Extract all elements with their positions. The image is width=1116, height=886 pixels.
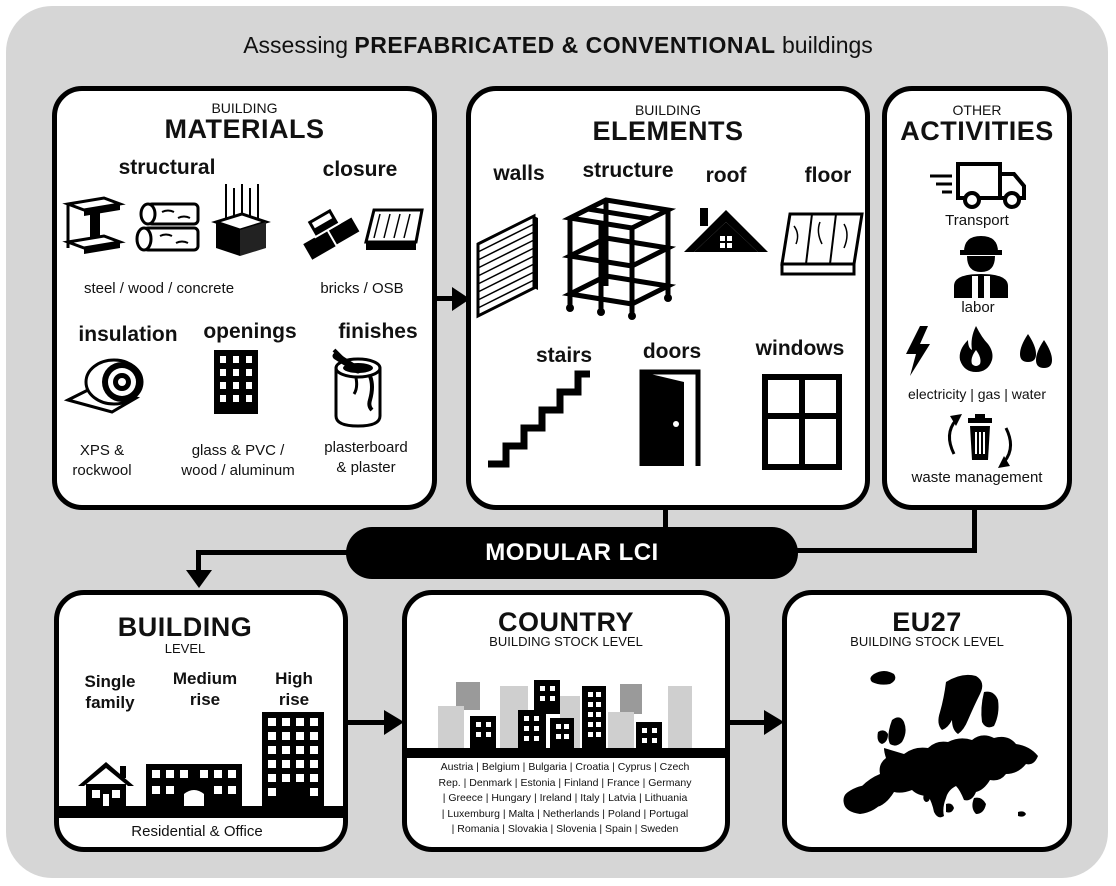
roof-heading: roof [705,164,747,187]
floor-planks-icon [780,212,864,276]
closure-label: bricks / OSB [320,280,404,297]
country-ground-line [406,748,726,758]
high-rise-line1: High [275,669,313,688]
window-icon [762,374,842,470]
connector-building-country [345,720,387,725]
arrow-to-building-level [186,570,212,590]
steel-beam-icon [66,196,122,258]
title-suffix: buildings [782,32,873,58]
city-skyline-icon [438,676,700,750]
title-prefix: Assessing [243,32,349,58]
country-list-line: | Romania | Slovakia | Slovenia | Spain | Sweden [451,823,679,836]
bricks-icon [298,206,360,256]
building-ground-line [58,806,344,818]
finishes-label [310,438,422,478]
activities-title: ACTIVITIES [900,116,1054,146]
medium-rise-line2: rise [189,690,221,709]
insulation-heading: insulation [78,323,178,346]
country-list [410,760,720,838]
roof-house-icon [680,208,772,256]
closure-heading: closure [322,158,398,181]
single-family-heading [70,671,150,713]
elements-small-title: BUILDING [634,102,702,118]
connector-activities-lci [972,505,977,553]
brick-wall-icon [476,214,540,318]
structure-frame-icon [566,196,672,318]
insulation-label-line1: XPS & [79,442,125,459]
concrete-rebar-icon [212,184,268,258]
modular-lci-banner: MODULAR LCI [346,527,798,579]
high-rise-building-icon [262,712,324,808]
building-level-title: BUILDING [117,612,253,642]
labor-label: labor [961,299,995,316]
electricity-icon [904,326,932,376]
high-rise-heading [262,668,326,710]
materials-small-title: BUILDING [211,100,278,116]
connector-lci-building [196,550,352,555]
osb-board-icon [364,206,426,256]
gas-flame-icon [958,326,994,372]
title-bold: PREFABRICATED & CONVENTIONAL [354,32,776,58]
stairs-heading: stairs [535,344,593,367]
wood-logs-icon [134,200,204,256]
utilities-label: electricity | gas | water [908,386,1046,402]
materials-title: MATERIALS [164,114,325,144]
door-icon [638,370,702,470]
connector-activities-lci-h [790,548,977,553]
country-list-line: | Luxemburg | Malta | Netherlands | Poland | Portugal [441,807,689,820]
openings-label [168,441,308,481]
building-level-subtitle: LEVEL [164,641,206,656]
insulation-roll-icon [66,356,148,420]
insulation-label-line2: rockwool [72,462,132,479]
transport-truck-icon [928,160,1028,210]
country-level-subtitle: BUILDING STOCK LEVEL [489,634,643,649]
eu27-level-subtitle: BUILDING STOCK LEVEL [850,634,1004,649]
single-family-line2: family [85,693,135,712]
finishes-heading: finishes [338,320,418,343]
connector-country-eu [727,720,767,725]
waste-recycle-icon [942,410,1018,472]
building-level-footer: Residential & Office [131,823,263,840]
eu27-level-title: EU27 [892,607,962,637]
europe-map-icon [796,662,1058,832]
openings-label-line2: wood / aluminum [181,462,295,479]
openings-label-line1: glass & PVC / [191,442,285,459]
water-drops-icon [1016,330,1056,370]
insulation-label [58,441,146,481]
country-list-line: Rep. | Denmark | Estonia | Finland | France | Germany [438,776,692,789]
finishes-label-line2: & plaster [336,459,396,476]
country-level-title: COUNTRY [498,607,634,637]
paint-bucket-icon [330,346,390,430]
high-rise-line2: rise [278,690,310,709]
country-list-line: | Greece | Hungary | Ireland | Italy | Latvia | Lithuania [442,792,688,805]
medium-rise-building-icon [146,764,242,808]
single-family-house-icon [76,760,136,808]
floor-heading: floor [804,164,852,187]
stairs-icon [486,372,592,468]
doors-heading: doors [642,340,702,363]
medium-rise-heading [160,668,250,710]
windows-heading: windows [755,337,845,360]
finishes-label-line1: plasterboard [324,439,408,456]
openings-window-icon [214,350,258,414]
country-list-line: Austria | Belgium | Bulgaria | Croatia | Cyprus | Czech [440,761,690,773]
waste-label: waste management [911,469,1043,486]
openings-heading: openings [203,320,297,343]
structural-label: steel / wood / concrete [83,280,235,297]
diagram-title [0,32,1116,59]
transport-label: Transport [945,212,1009,229]
walls-heading: walls [493,162,545,185]
activities-small-title: OTHER [952,102,1002,118]
labor-worker-icon [952,234,1010,298]
medium-rise-line1: Medium [172,669,238,688]
elements-title: ELEMENTS [592,116,744,146]
single-family-line1: Single [84,672,136,691]
structure-heading: structure [582,159,674,182]
structural-heading: structural [118,156,216,179]
